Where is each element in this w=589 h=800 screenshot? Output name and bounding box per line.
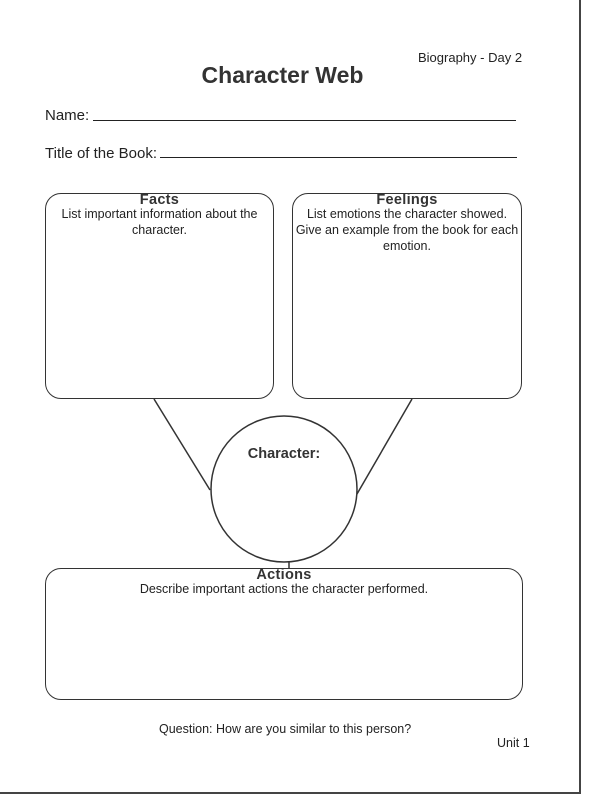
actions-box[interactable] [45,568,523,700]
footer-question: Question: How are you similar to this person? [159,722,412,736]
unit-label: Unit 1 [497,736,530,750]
character-label: Character: [247,446,321,462]
feelings-connector [357,399,412,494]
header-tag: Biography - Day 2 [418,50,523,65]
facts-box[interactable] [45,193,274,399]
facts-title: Facts [139,192,180,208]
feelings-box[interactable] [292,193,522,399]
facts-instructions: List important information about the character. [61,207,258,237]
facts-connector [154,399,210,490]
character-circle [211,416,357,562]
feelings-instructions: List emotions the character showed. Give an example from the book for each emotion. [295,207,519,253]
page-title: Character Web [201,62,364,88]
name-label: Name: [45,107,90,124]
feelings-title: Feelings [376,192,438,208]
actions-title: Actions [256,567,312,583]
book-title-label: Title of the Book: [45,145,158,162]
actions-instructions: Describe important actions the character performed. [139,582,429,596]
